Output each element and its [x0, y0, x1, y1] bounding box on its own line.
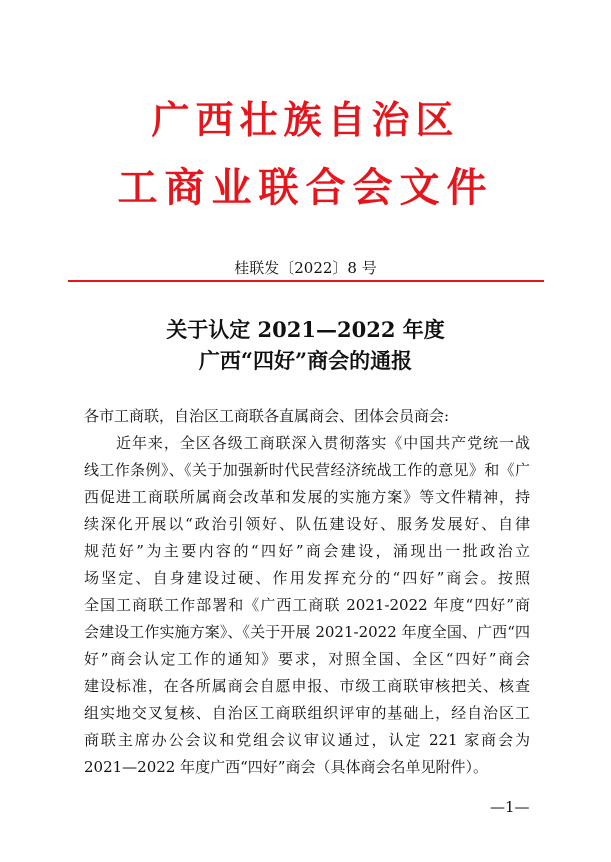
header-title-line2: 工商业联合会文件: [117, 164, 494, 211]
body-line: 全国工商联工作部署和《广西工商联 2021-2022 年度“四好”商: [84, 596, 530, 614]
body-line: 会建设工作实施方案》、《关于开展 2021-2022 年度全国、广西“四: [84, 623, 530, 641]
body-line: 组实地交叉复核、自治区工商联组织评审的基础上，经自治区工: [84, 704, 530, 722]
red-divider-rule: [68, 280, 544, 282]
header-title-line1: 广西壮族自治区: [151, 97, 460, 142]
body-paragraph: [84, 430, 530, 781]
document-title-line2: 广西“四好”商会的通报: [198, 348, 413, 373]
body-line: 线工作条例》、《关于加强新时代民营经济统战工作的意见》和《广: [84, 461, 530, 479]
document-number: 桂联发〔2022〕8 号: [234, 259, 377, 277]
body-line: 好”商会认定工作的通知》要求，对照全国、全区“四好”商会: [84, 650, 530, 668]
page-number: —1—: [490, 798, 530, 816]
body-line: 续深化开展以“政治引领好、队伍建设好、服务发展好、自律: [84, 515, 530, 533]
document-title-line1: 关于认定 2021—2022 年度: [166, 317, 445, 342]
body-line: 场坚定、自身建设过硬、作用发挥充分的“四好”商会。按照: [84, 569, 530, 587]
body-line: 商联主席办公会议和党组会议审议通过，认定 221 家商会为: [84, 731, 530, 749]
body-line: 规范好”为主要内容的“四好”商会建设，涌现出一批政治立: [84, 542, 530, 560]
document-title: [0, 314, 611, 376]
body-line: 西促进工商联所属商会改革和发展的实施方案》等文件精神，持: [84, 488, 530, 506]
body-line: 建设标准，在各所属商会自愿申报、市级工商联审核把关、核查: [84, 677, 530, 695]
body-line: 近年来，全区各级工商联深入贯彻落实《中国共产党统一战: [116, 434, 530, 452]
body-line-last: 2021—2022 年度广西“四好”商会（具体商会名单见附件）。: [84, 758, 488, 776]
addressee: 各市工商联，自治区工商联各直属商会、团体会员商会:: [84, 407, 450, 425]
